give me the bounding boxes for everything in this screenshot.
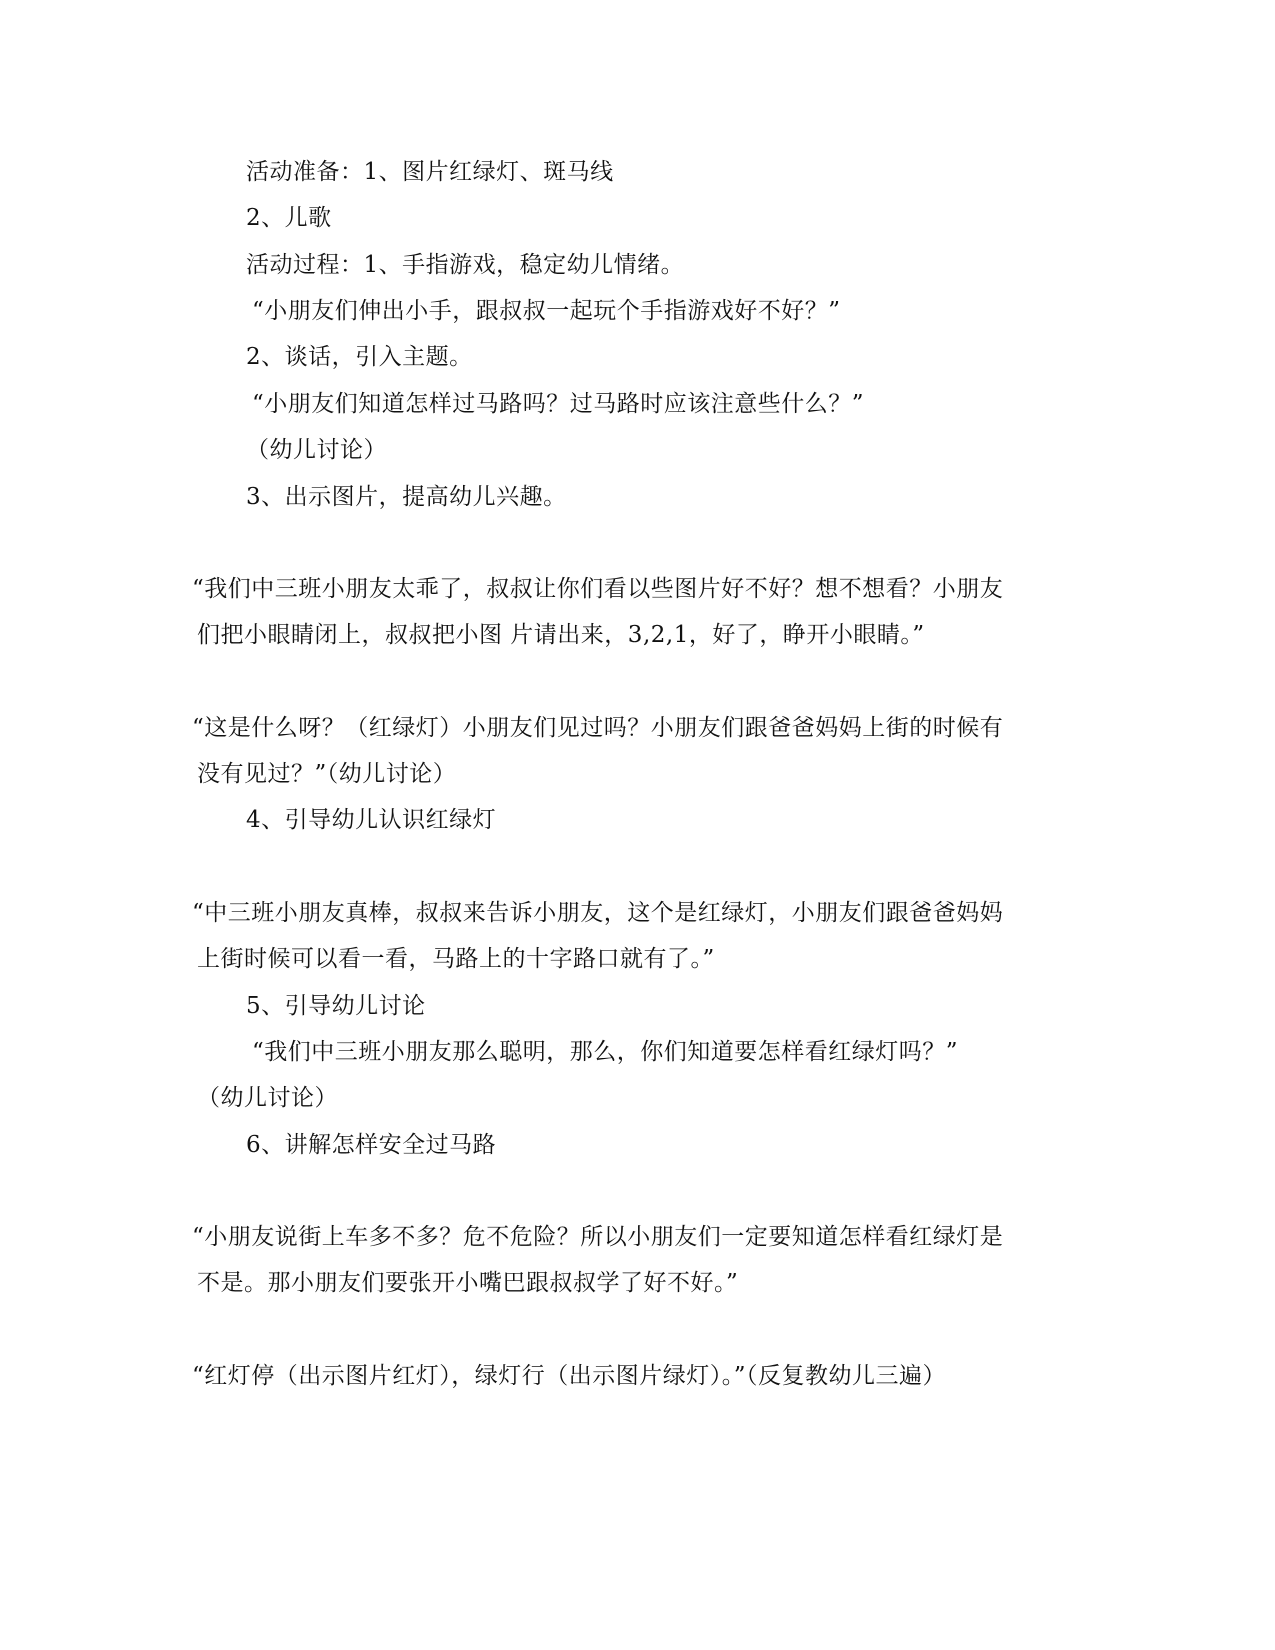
text-line-18: （幼儿讨论） <box>197 1085 338 1111</box>
text-line-14: “中三班小朋友真棒，叔叔来告诉小朋友，这个是红绿灯，小朋友们跟爸爸妈妈 <box>192 900 1004 926</box>
text-line-7: （幼儿讨论） <box>246 437 387 463</box>
text-line-17: “我们中三班小朋友那么聪明，那么，你们知道要怎样看红绿灯吗？” <box>252 1039 959 1065</box>
text-line-6: “小朋友们知道怎样过马路吗？过马路时应该注意些什么？” <box>252 391 865 417</box>
text-line-15: 上街时候可以看一看，马路上的十字路口就有了。” <box>197 946 715 972</box>
text-line-22: “红灯停（出示图片红灯），绿灯行（出示图片绿灯）。”（反复教幼儿三遍） <box>192 1363 947 1389</box>
text-line-4: “小朋友们伸出小手，跟叔叔一起玩个手指游戏好不好？” <box>252 298 841 324</box>
text-line-19: 6、讲解怎样安全过马路 <box>246 1132 497 1158</box>
text-line-10: 们把小眼睛闭上，叔叔把小图 片请出来，3,2,1，好了，睁开小眼睛。” <box>197 622 925 648</box>
text-line-8: 3、出示图片，提高幼儿兴趣。 <box>246 484 567 510</box>
text-line-9: “我们中三班小朋友太乖了，叔叔让你们看以些图片好不好？想不想看？小朋友 <box>192 576 1004 602</box>
text-line-20: “小朋友说街上车多不多？危不危险？所以小朋友们一定要知道怎样看红绿灯是 <box>192 1224 1004 1250</box>
text-line-13: 4、引导幼儿认识红绿灯 <box>246 807 497 833</box>
text-line-2: 2、儿歌 <box>246 205 332 231</box>
text-line-5: 2、谈话，引入主题。 <box>246 344 473 370</box>
text-line-3: 活动过程：1、手指游戏，稳定幼儿情绪。 <box>246 252 685 278</box>
text-line-1: 活动准备：1、图片红绿灯、斑马线 <box>246 159 614 185</box>
text-line-21: 不是。那小朋友们要张开小嘴巴跟叔叔学了好不好。” <box>197 1270 739 1296</box>
text-line-11: “这是什么呀？（红绿灯）小朋友们见过吗？小朋友们跟爸爸妈妈上街的时候有 <box>192 715 1004 741</box>
text-line-16: 5、引导幼儿讨论 <box>246 993 426 1019</box>
text-line-12: 没有见过？”（幼儿讨论） <box>197 761 457 787</box>
